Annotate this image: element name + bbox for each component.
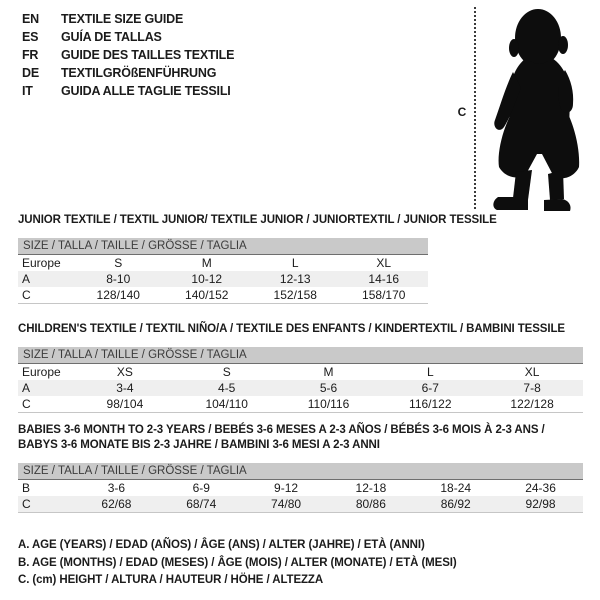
size-section: [18, 213, 497, 304]
row-label: C: [22, 397, 31, 411]
size-value: 92/98: [525, 497, 556, 511]
table-row: [18, 380, 583, 396]
size-section: [18, 423, 583, 513]
section-title: JUNIOR TEXTILE / TEXTIL JUNIOR/ TEXTILE JUNIOR / JUNIORTEXTIL / JUNIOR TESSILE: [18, 214, 497, 226]
size-value: S: [114, 256, 123, 270]
size-value: 3-6: [107, 481, 126, 495]
size-value: 12-13: [279, 272, 311, 286]
size-value: M: [201, 256, 212, 270]
language-list: [22, 10, 234, 100]
size-value: S: [222, 365, 231, 379]
language-row: [22, 10, 234, 28]
size-value: 62/68: [101, 497, 132, 511]
language-title: GUIDA ALLE TAGLIE TESSILI: [61, 84, 231, 98]
size-value: 4-5: [218, 381, 236, 395]
baby-silhouette-icon: [482, 4, 598, 212]
language-title: TEXTILE SIZE GUIDE: [61, 12, 184, 26]
table-row: [18, 287, 428, 303]
language-title: TEXTILGRÖßENFÜHRUNG: [61, 66, 217, 80]
row-label: B: [22, 481, 31, 495]
language-title: GUIDE DES TAILLES TEXTILE: [61, 48, 235, 62]
language-code: DE: [22, 66, 39, 80]
table-row: [18, 271, 428, 287]
height-measure-label: C: [457, 105, 467, 119]
size-value: 74/80: [271, 497, 302, 511]
size-value: 7-8: [523, 381, 541, 395]
section-title: BABIES 3-6 MONTH TO 2-3 YEARS / BEBÉS 3-6 MESES A 2-3 AÑOS / BÉBÉS 3-6 MOIS À 2-3 ANS /: [18, 424, 545, 436]
language-code: ES: [22, 30, 39, 44]
size-value: 6-7: [421, 381, 439, 395]
size-value: 68/74: [186, 497, 217, 511]
size-value: 5-6: [319, 381, 338, 395]
row-label: Europe: [22, 256, 61, 270]
size-value: 110/116: [307, 397, 350, 411]
language-row: [22, 82, 234, 100]
size-value: XL: [376, 256, 392, 270]
size-value: 140/152: [185, 288, 229, 302]
size-value: 122/128: [510, 397, 554, 411]
size-value: 152/158: [273, 288, 317, 302]
height-measure-line: [474, 7, 476, 209]
language-code: IT: [22, 84, 33, 98]
row-label: C: [22, 497, 31, 511]
row-label: Europe: [22, 365, 61, 379]
size-value: 18-24: [440, 481, 472, 495]
size-section: [18, 322, 583, 413]
size-value: 116/122: [409, 397, 452, 411]
table-row: [18, 480, 583, 496]
size-value: 128/140: [96, 288, 140, 302]
size-value: 104/110: [205, 397, 248, 411]
size-table-header: SIZE / TALLA / TAILLE / GRÖSSE / TAGLIA: [18, 238, 428, 255]
language-code: EN: [22, 12, 39, 26]
size-value: 9-12: [274, 481, 299, 495]
size-table: [18, 463, 583, 513]
size-value: 3-4: [116, 381, 134, 395]
size-table: [18, 238, 428, 304]
row-label: A: [22, 272, 31, 286]
size-value: M: [323, 365, 334, 379]
row-label: C: [22, 288, 31, 302]
table-row: [18, 396, 583, 412]
language-code: FR: [22, 48, 39, 62]
language-row: [22, 64, 234, 82]
size-value: 10-12: [191, 272, 223, 286]
table-row: [18, 364, 583, 380]
size-table: [18, 347, 583, 413]
table-row: [18, 496, 583, 512]
size-value: 8-10: [106, 272, 131, 286]
size-value: 12-18: [355, 481, 387, 495]
size-table-header: SIZE / TALLA / TAILLE / GRÖSSE / TAGLIA: [18, 463, 583, 480]
size-table-header: SIZE / TALLA / TAILLE / GRÖSSE / TAGLIA: [18, 347, 583, 364]
size-value: XS: [116, 365, 133, 379]
footnote: A. AGE (YEARS) / EDAD (AÑOS) / ÂGE (ANS) / ALTER (JAHRE) / ETÀ (ANNI): [18, 539, 425, 551]
row-label: A: [22, 381, 31, 395]
size-value: L: [426, 365, 434, 379]
section-title: CHILDREN'S TEXTILE / TEXTIL NIÑO/A / TEXTILE DES ENFANTS / KINDERTEXTIL / BAMBINI TESSILE: [18, 323, 565, 335]
size-value: 6-9: [192, 481, 210, 495]
footnote: C. (cm) HEIGHT / ALTURA / HAUTEUR / HÖHE / ALTEZZA: [18, 574, 324, 586]
language-title: GUÍA DE TALLAS: [61, 30, 162, 44]
footnotes: [18, 537, 457, 590]
size-value: 98/104: [106, 397, 144, 411]
footnote: B. AGE (MONTHS) / EDAD (MESES) / ÂGE (MOIS) / ALTER (MONATE) / ETÀ (MESI): [18, 556, 457, 569]
size-value: 24-36: [525, 481, 556, 495]
size-value: 86/92: [440, 497, 471, 511]
language-row: [22, 46, 234, 64]
size-value: L: [291, 256, 299, 270]
table-row: [18, 255, 428, 271]
size-value: XL: [524, 365, 540, 379]
size-value: 80/86: [355, 497, 386, 511]
section-title: BABYS 3-6 MONATE BIS 2-3 JAHRE / BAMBINI 3-6 MESI A 2-3 ANNI: [18, 439, 380, 451]
language-row: [22, 28, 234, 46]
size-value: 158/170: [362, 288, 406, 302]
size-value: 14-16: [368, 272, 400, 286]
